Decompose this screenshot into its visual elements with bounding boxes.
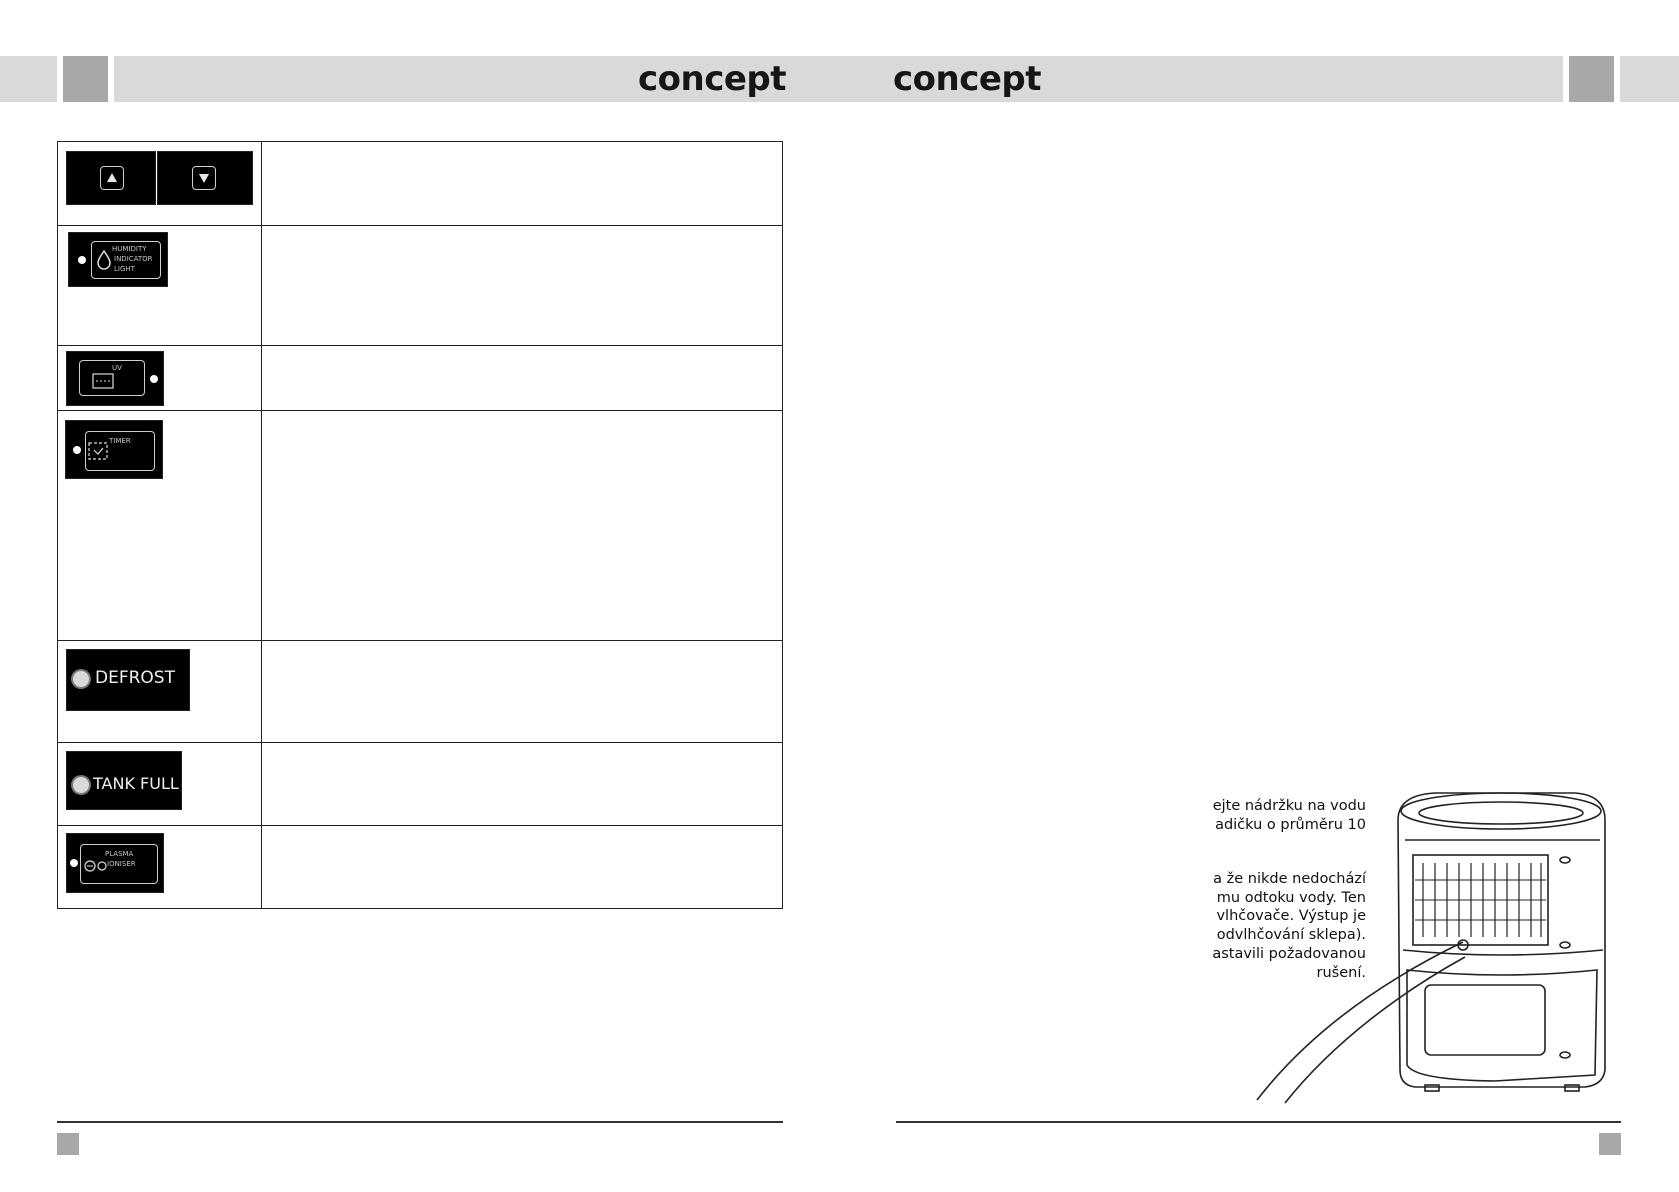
- table-row: [58, 142, 783, 226]
- description-cell: [262, 226, 783, 346]
- text-line: adičku o průměru 10: [1215, 816, 1366, 833]
- description-cell: [262, 826, 783, 909]
- plasma-label: PLASMA: [105, 850, 134, 858]
- footer-rule-left: [57, 1121, 783, 1123]
- description-cell: [262, 641, 783, 743]
- icon-cell: [58, 142, 262, 226]
- text-line: astavili požadovanou: [1212, 945, 1366, 962]
- text-line: rušení.: [1316, 964, 1366, 981]
- plasma-ioniser-panel: [66, 833, 164, 893]
- humidity-indicator-panel: [68, 232, 168, 287]
- defrost-led-icon: [73, 671, 89, 687]
- up-button-panel: [66, 151, 156, 205]
- text-line: a že nikde nedochází: [1213, 871, 1366, 887]
- indicator-dot-icon: [78, 256, 86, 264]
- header-right-tab: [1569, 56, 1614, 102]
- table-row: [58, 346, 783, 411]
- concept-logo-right: concept: [893, 59, 1042, 99]
- header-divider: [1614, 56, 1620, 102]
- concept-logo-left: concept: [638, 59, 787, 99]
- text-line: odvlhčování sklepa).: [1216, 927, 1366, 944]
- header-divider: [108, 56, 114, 102]
- down-button-panel: [157, 151, 253, 205]
- description-cell: [262, 411, 783, 641]
- down-arrow-icon: [192, 166, 216, 190]
- light-label: LIGHT: [114, 265, 135, 273]
- defrost-label: DEFROST: [95, 668, 175, 688]
- defrost-indicator-panel: [66, 649, 190, 711]
- table-row: [58, 641, 783, 743]
- table-row: [58, 411, 783, 641]
- page-marker-left: [57, 1133, 79, 1155]
- table-row: [58, 826, 783, 909]
- table-row: [58, 226, 783, 346]
- header-band: [0, 56, 1679, 102]
- controls-table: [57, 141, 783, 909]
- text-line: mu odtoku vody. Ten: [1216, 889, 1366, 906]
- icon-cell: [58, 226, 262, 346]
- description-cell: [262, 142, 783, 226]
- icon-cell: [58, 826, 262, 909]
- tank-full-label: TANK FULL: [93, 774, 179, 793]
- timer-label: TIMER: [109, 437, 131, 445]
- header-left-tab: [63, 56, 108, 102]
- icon-cell: [58, 743, 262, 826]
- tank-full-led-icon: [73, 777, 89, 793]
- uv-label: UV: [112, 364, 122, 372]
- timer-button-panel: [65, 420, 163, 479]
- icon-cell: [58, 411, 262, 641]
- table-row: [58, 743, 783, 826]
- description-cell: [262, 346, 783, 411]
- indicator-dot-icon: [70, 859, 78, 867]
- description-cell: [262, 743, 783, 826]
- indicator-label: INDICATOR: [114, 255, 153, 263]
- text-line: ejte nádržku na vodu: [1212, 798, 1366, 814]
- uv-button-panel: [66, 351, 164, 406]
- indicator-dot-icon: [150, 375, 158, 383]
- footer-rule-right: [896, 1121, 1621, 1123]
- page-marker-right: [1599, 1133, 1621, 1155]
- tank-full-indicator-panel: [66, 751, 182, 810]
- icon-cell: [58, 346, 262, 411]
- indicator-dot-icon: [73, 446, 81, 454]
- text-line: vlhčovače. Výstup je: [1216, 908, 1366, 925]
- icon-cell: [58, 641, 262, 743]
- humidity-label: HUMIDITY: [112, 245, 147, 253]
- ioniser-label: IONISER: [107, 860, 136, 868]
- up-arrow-icon: [100, 166, 124, 190]
- dehumidifier-illustration: [1245, 785, 1630, 1105]
